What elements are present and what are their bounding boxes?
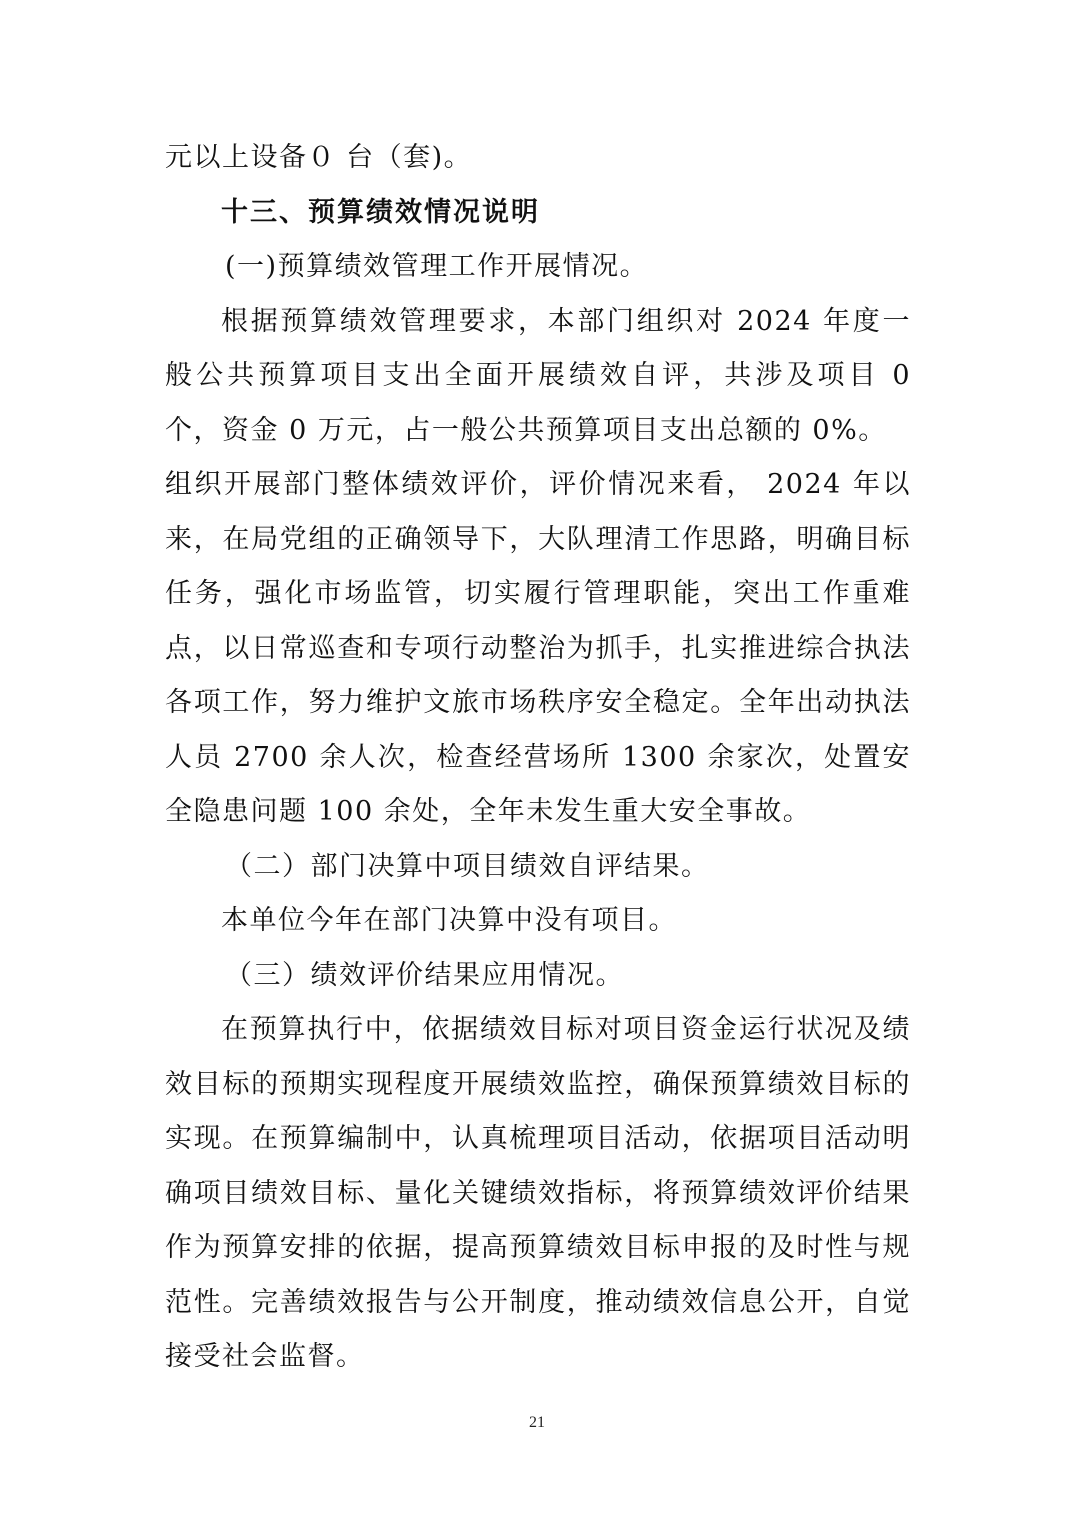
section-heading: 十三、预算绩效情况说明	[221, 196, 540, 228]
paragraph-results-application: 在预算执行中，依据绩效目标对项目资金运行状况及绩效目标的预期实现程度开展绩效监控，确保预算绩效目标的实现。在预算编制中，认真梳理项目活动，依据项目活动明确项目绩效目标、量化关键绩效指标，将预算绩效评价结果作为预算安排的依据，提高预算绩效目标申报的及时性与规范性。完善绩效报告与公开制度，推动绩效信息公开，自觉接受社会监督。	[165, 1014, 911, 1372]
subsection-heading-2: （二）部门决算中项目绩效自评结果。	[225, 850, 710, 882]
subsection-heading-3: （三）绩效评价结果应用情况。	[225, 959, 624, 991]
paragraph-no-projects: 本单位今年在部门决算中没有项目。	[221, 905, 677, 936]
paragraph-overall-evaluation: 组织开展部门整体绩效评价，评价情况来看， 2024 年以来，在局党组的正确领导下，大队理清工作思路，明确目标任务，强化市场监管，切实履行管理职能，突出工作重难点，以日常巡查和专项行动整治为抓手，扎实推进综合执法各项工作，努力维护文旅市场秩序安全稳定。全年出动执法人员 2700 余人次，检查经营场所 1300 余家次，处置安全隐患问题 100 余处，全年未发生重大安全事故。	[165, 469, 911, 827]
page-number: 21	[529, 1414, 545, 1431]
continuation-paragraph: 元以上设备０ 台（套)。	[165, 142, 473, 173]
subsection-heading-1: (一)预算绩效管理工作开展情况。	[225, 251, 649, 282]
paragraph-self-evaluation: 根据预算绩效管理要求，本部门组织对 2024 年度一般公共预算项目支出全面开展绩效自评，共涉及项目 0 个，资金 0 万元，占一般公共预算项目支出总额的 0%。	[165, 305, 911, 446]
document-body	[165, 131, 911, 1385]
